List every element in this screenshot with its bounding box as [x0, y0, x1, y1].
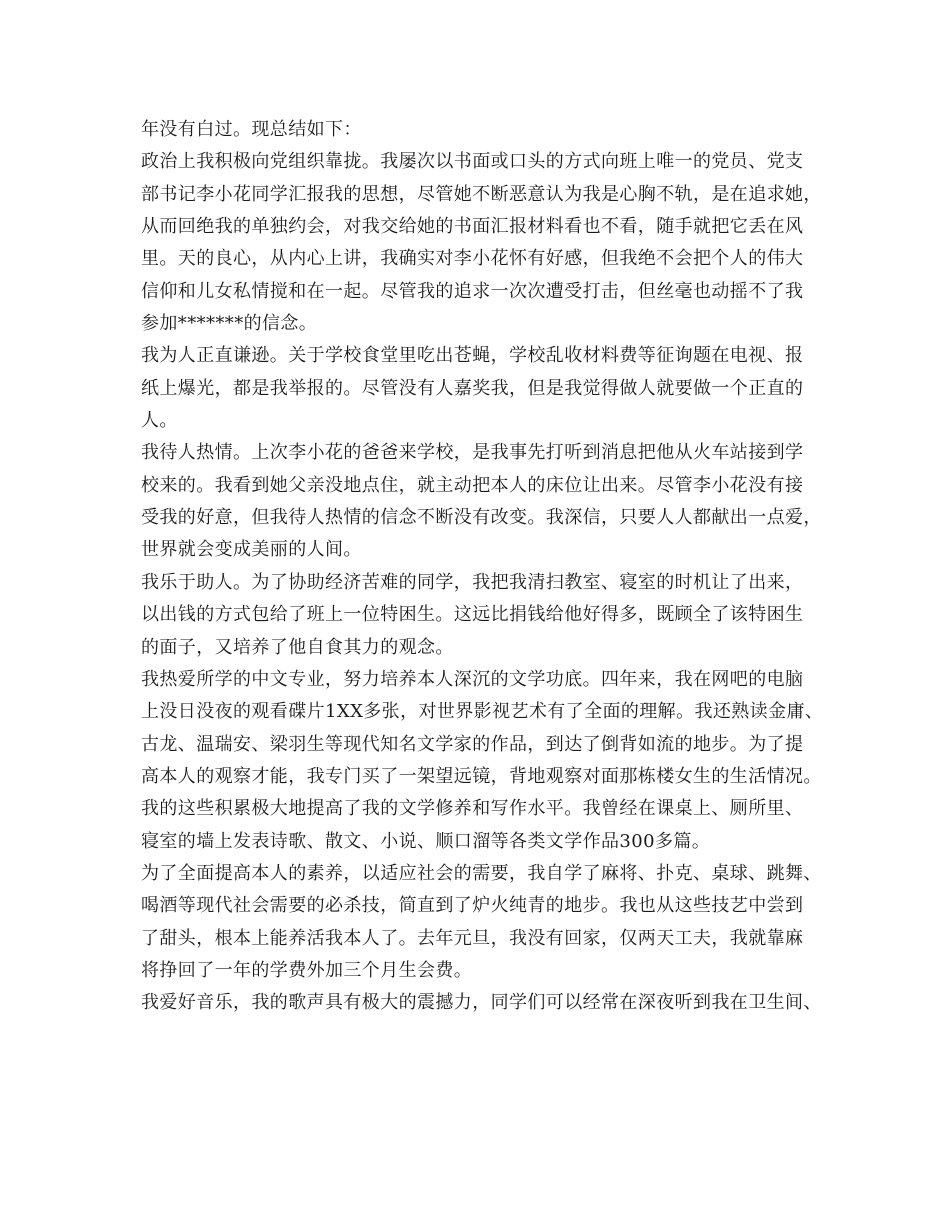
- text-line: 人。: [141, 410, 178, 432]
- text-line: 年没有白过。现总结如下：: [141, 119, 362, 140]
- text-line: 寝室的墙上发表诗歌、散文、小说、顺口溜等各类文学作品300多篇。: [141, 830, 711, 852]
- text-line: 上没日没夜的观看碟片1XX多张，对世界影视艺术有了全面的理解。我还熟读金庸、: [141, 701, 824, 723]
- text-line: 我乐于助人。为了协助经济苦难的同学，我把我清扫教室、寝室的时机让了出来，: [141, 571, 804, 593]
- text-line: 我为人正直谦逊。关于学校食堂里吃出苍蝇，学校乱收材料费等征询题在电视、报: [141, 345, 804, 367]
- text-line: 了甜头，根本上能养活我本人了。去年元旦，我没有回家，仅两天工夫，我就靠麻: [141, 927, 804, 949]
- text-line: 从而回绝我的单独约会，对我交给她的书面汇报材料看也不看，随手就把它丢在风: [141, 216, 804, 238]
- text-line: 以出钱的方式包给了班上一位特困生。这远比捐钱给他好得多，既顾全了该特困生: [141, 604, 804, 626]
- text-line: 古龙、温瑞安、梁羽生等现代知名文学家的作品，到达了倒背如流的地步。为了提: [141, 733, 804, 755]
- text-line: 我待人热情。上次李小花的爸爸来学校，是我事先打听到消息把他从火车站接到学: [141, 442, 804, 464]
- text-line: 纸上爆光，都是我举报的。尽管没有人嘉奖我，但是我觉得做人就要做一个正直的: [141, 377, 804, 399]
- text-line: 里。天的良心，从内心上讲，我确实对李小花怀有好感，但我绝不会把个人的伟大: [141, 248, 804, 270]
- text-line: 政治上我积极向党组织靠拢。我屡次以书面或口头的方式向班上唯一的党员、党支: [141, 151, 804, 173]
- document-body: [141, 114, 831, 1020]
- text-line: 信仰和儿女私情搅和在一起。尽管我的追求一次次遭受打击，但丝毫也动摇不了我: [141, 280, 804, 302]
- text-line: 将挣回了一年的学费外加三个月生会费。: [141, 959, 473, 981]
- text-line: 校来的。我看到她父亲没地点住，就主动把本人的床位让出来。尽管李小花没有接: [141, 474, 804, 496]
- text-line: 我的这些积累极大地提高了我的文学修养和写作水平。我曾经在课桌上、厕所里、: [141, 798, 804, 820]
- text-line: 高本人的观察才能，我专门买了一架望远镜，背地观察对面那栋楼女生的生活情况。: [141, 765, 822, 787]
- text-line: 的面子，又培养了他自食其力的观念。: [141, 636, 454, 658]
- text-line: 参加*******的信念。: [141, 313, 318, 335]
- text-line: 我热爱所学的中文专业，努力培养本人深沉的文学功底。四年来，我在网吧的电脑: [141, 668, 804, 690]
- text-line: 受我的好意，但我待人热情的信念不断没有改变。我深信，只要人人都献出一点爱，: [141, 507, 822, 529]
- text-line: 我爱好音乐，我的歌声具有极大的震撼力，同学们可以经常在深夜听到我在卫生间、: [141, 992, 822, 1014]
- text-line: 为了全面提高本人的素养，以适应社会的需要，我自学了麻将、扑克、桌球、跳舞、: [141, 862, 822, 884]
- text-line: 部书记李小花同学汇报我的思想，尽管她不断恶意认为我是心胸不轨，是在追求她，: [141, 183, 822, 205]
- text-line: 喝酒等现代社会需要的必杀技，简直到了炉火纯青的地步。我也从这些技艺中尝到: [141, 895, 804, 917]
- text-line: 世界就会变成美丽的人间。: [141, 539, 362, 561]
